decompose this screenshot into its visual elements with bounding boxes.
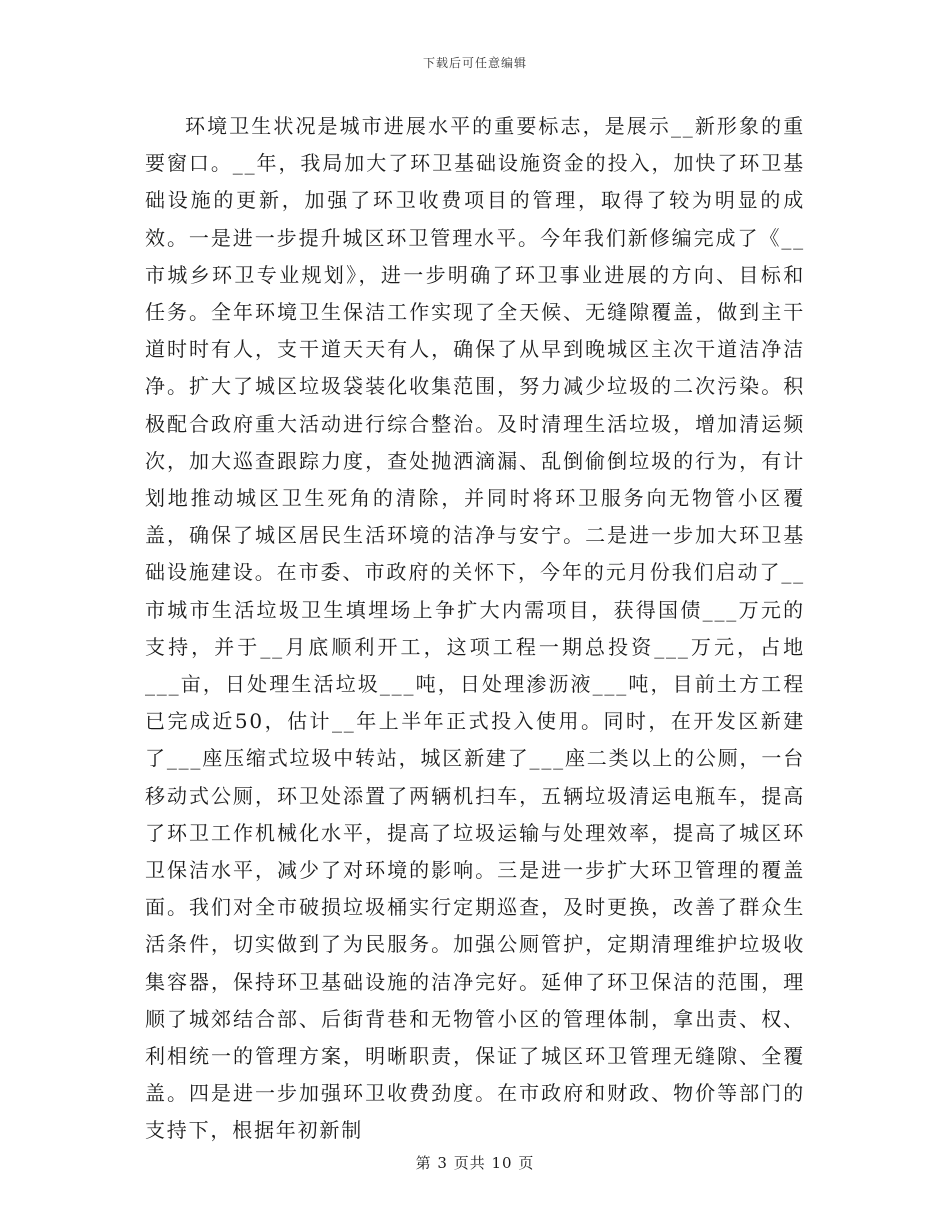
document-body — [145, 108, 805, 1150]
page-header-note: 下载后可任意编辑 — [422, 56, 527, 70]
body-paragraph: 环境卫生状况是城市进展水平的重要标志，是展示__新形象的重要窗口。__年，我局加大了环卫基础设施资金的投入，加快了环卫基础设施的更新，加强了环卫收费项目的管理，取得了较为明显的成效。一是进一步提升城区环卫管理水平。今年我们新修编完成了《__市城乡环卫专业规划》，进一步明确了环卫事业进展的方向、目标和任务。全年环境卫生保洁工作实现了全天候、无缝隙覆盖，做到主干道时时有人，支干道天天有人，确保了从早到晚城区主次干道洁净洁净。扩大了城区垃圾袋装化收集范围，努力减少垃圾的二次污染。积极配合政府重大活动进行综合整治。及时清理生活垃圾，增加清运频次，加大巡查跟踪力度，查处抛洒滴漏、乱倒偷倒垃圾的行为，有计划地推动城区卫生死角的清除，并同时将环卫服务向无物管小区覆盖，确保了城区居民生活环境的洁净与安宁。二是进一步加大环卫基础设施建设。在市委、市政府的关怀下，今年的元月份我们启动了__市城市生活垃圾卫生填埋场上争扩大内需项目，获得国债___万元的支持，并于__月底顺利开工，这项工程一期总投资___万元，占地___亩，日处理生活垃圾___吨，日处理渗沥液___吨，目前土方工程已完成近50，估计__年上半年正式投入使用。同时，在开发区新建了___座压缩式垃圾中转站，城区新建了___座二类以上的公厕，一台移动式公厕，环卫处添置了两辆机扫车，五辆垃圾清运电瓶车，提高了环卫工作机械化水平，提高了垃圾运输与处理效率，提高了城区环卫保洁水平，减少了对环境的影响。三是进一步扩大环卫管理的覆盖面。我们对全市破损垃圾桶实行定期巡查，及时更换，改善了群众生活条件，切实做到了为民服务。加强公厕管护，定期清理维护垃圾收集容器，保持环卫基础设施的洁净完好。延伸了环卫保洁的范围，理顺了城郊结合部、后街背巷和无物管小区的管理体制，拿出责、权、利相统一的管理方案，明晰职责，保证了城区环卫管理无缝隙、全覆盖。四是进一步加强环卫收费劲度。在市政府和财政、物价等部门的支持下，根据年初新制 — [145, 114, 805, 1143]
page-number: 第 3 页共 10 页 — [415, 1154, 535, 1172]
